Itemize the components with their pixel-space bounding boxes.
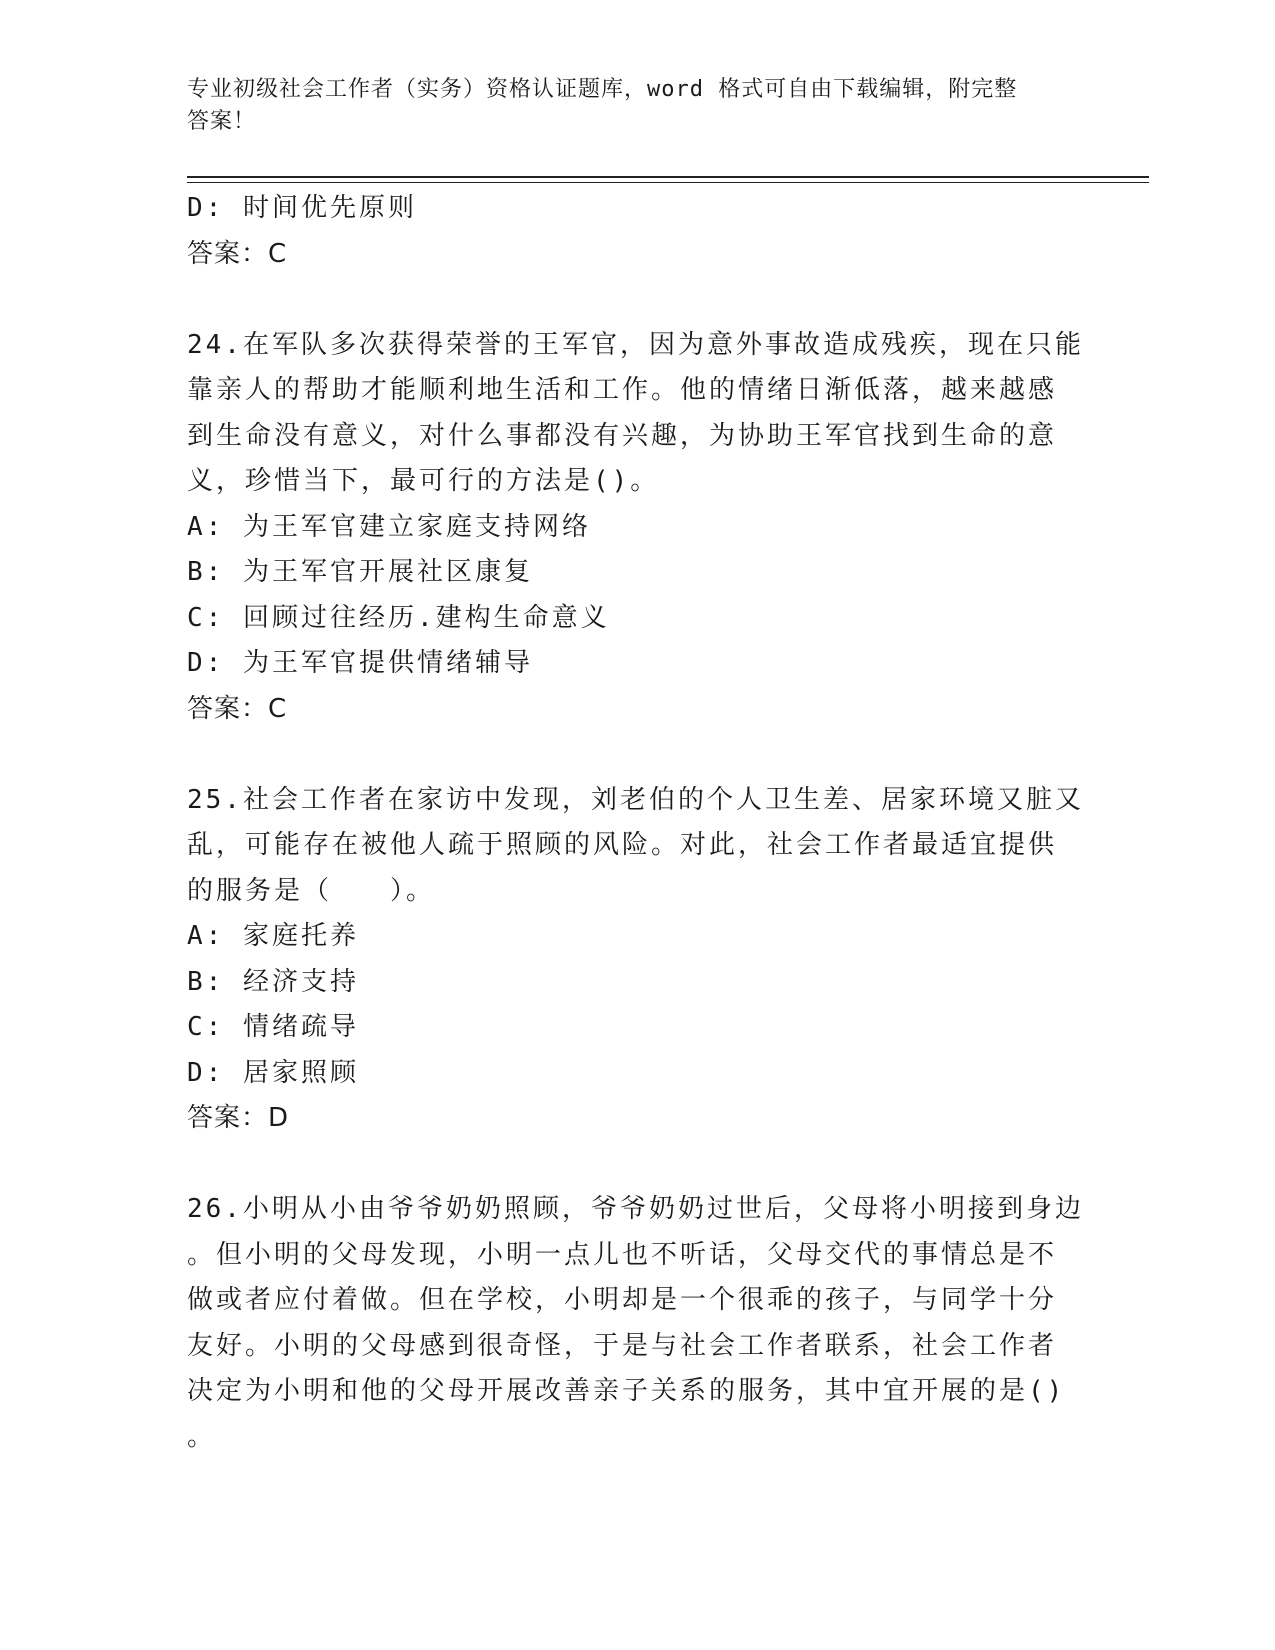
option-d: D: 时间优先原则 xyxy=(187,193,417,223)
document-header xyxy=(187,74,1067,138)
question-24 xyxy=(187,323,1087,733)
option-b: B: 经济支持 xyxy=(187,966,359,997)
question-text-line: 乱，可能存在被他人疏于照顾的风险。对此，社会工作者最适宜提供 xyxy=(187,830,1058,860)
question-text-line: 。但小明的父母发现，小明一点儿也不听话，父母交代的事情总是不 xyxy=(187,1239,1058,1270)
question-text-line: 靠亲人的帮助才能顺利地生活和工作。他的情绪日渐低落，越来越感 xyxy=(187,375,1058,405)
header-rule-thick xyxy=(187,176,1149,178)
question-text-line: 24.在军队多次获得荣誉的王军官，因为意外事故造成残疾，现在只能 xyxy=(187,329,1084,360)
question-text-line: 25.社会工作者在家访中发现，刘老伯的个人卫生差、居家环境又脏又 xyxy=(187,784,1084,815)
previous-question-tail xyxy=(187,186,1087,277)
document-body xyxy=(187,186,1087,1460)
header-rule-thin xyxy=(187,182,1149,183)
option-d: D: 为王军官提供情绪辅导 xyxy=(187,648,533,678)
question-text-line: 义，珍惜当下，最可行的方法是()。 xyxy=(187,466,660,496)
question-text-line: 做或者应付着做。但在学校，小明却是一个很乖的孩子，与同学十分 xyxy=(187,1285,1058,1315)
question-text-line: 。 xyxy=(187,1421,217,1452)
spacer xyxy=(187,277,1087,323)
option-c: C: 回顾过往经历.建构生命意义 xyxy=(187,602,610,633)
question-text-line: 到生命没有意义，对什么事都没有兴趣，为协助王军官找到生命的意 xyxy=(187,420,1058,451)
option-b: B: 为王军官开展社区康复 xyxy=(187,557,533,587)
question-25 xyxy=(187,778,1087,1142)
answer-line: 答案：D xyxy=(187,1103,290,1133)
option-a: A: 家庭托养 xyxy=(187,921,359,951)
spacer xyxy=(187,1142,1087,1188)
question-text-line: 的服务是（ ）。 xyxy=(187,875,436,906)
question-text-line: 友好。小明的父母感到很奇怪，于是与社会工作者联系，社会工作者 xyxy=(187,1330,1058,1361)
header-line-2: 答案！ xyxy=(187,109,257,134)
question-26 xyxy=(187,1187,1087,1460)
answer-line: 答案：C xyxy=(187,693,288,724)
option-d: D: 居家照顾 xyxy=(187,1057,359,1088)
option-a: A: 为王军官建立家庭支持网络 xyxy=(187,511,591,542)
header-line-1: 专业初级社会工作者（实务）资格认证题库，word 格式可自由下载编辑，附完整 xyxy=(187,77,1018,102)
question-text-line: 决定为小明和他的父母开展改善亲子关系的服务，其中宜开展的是() xyxy=(187,1376,1066,1406)
question-text-line: 26.小明从小由爷爷奶奶照顾，爷爷奶奶过世后，父母将小明接到身边 xyxy=(187,1194,1084,1224)
option-c: C: 情绪疏导 xyxy=(187,1012,359,1042)
answer-line: 答案：C xyxy=(187,238,288,269)
spacer xyxy=(187,732,1087,778)
